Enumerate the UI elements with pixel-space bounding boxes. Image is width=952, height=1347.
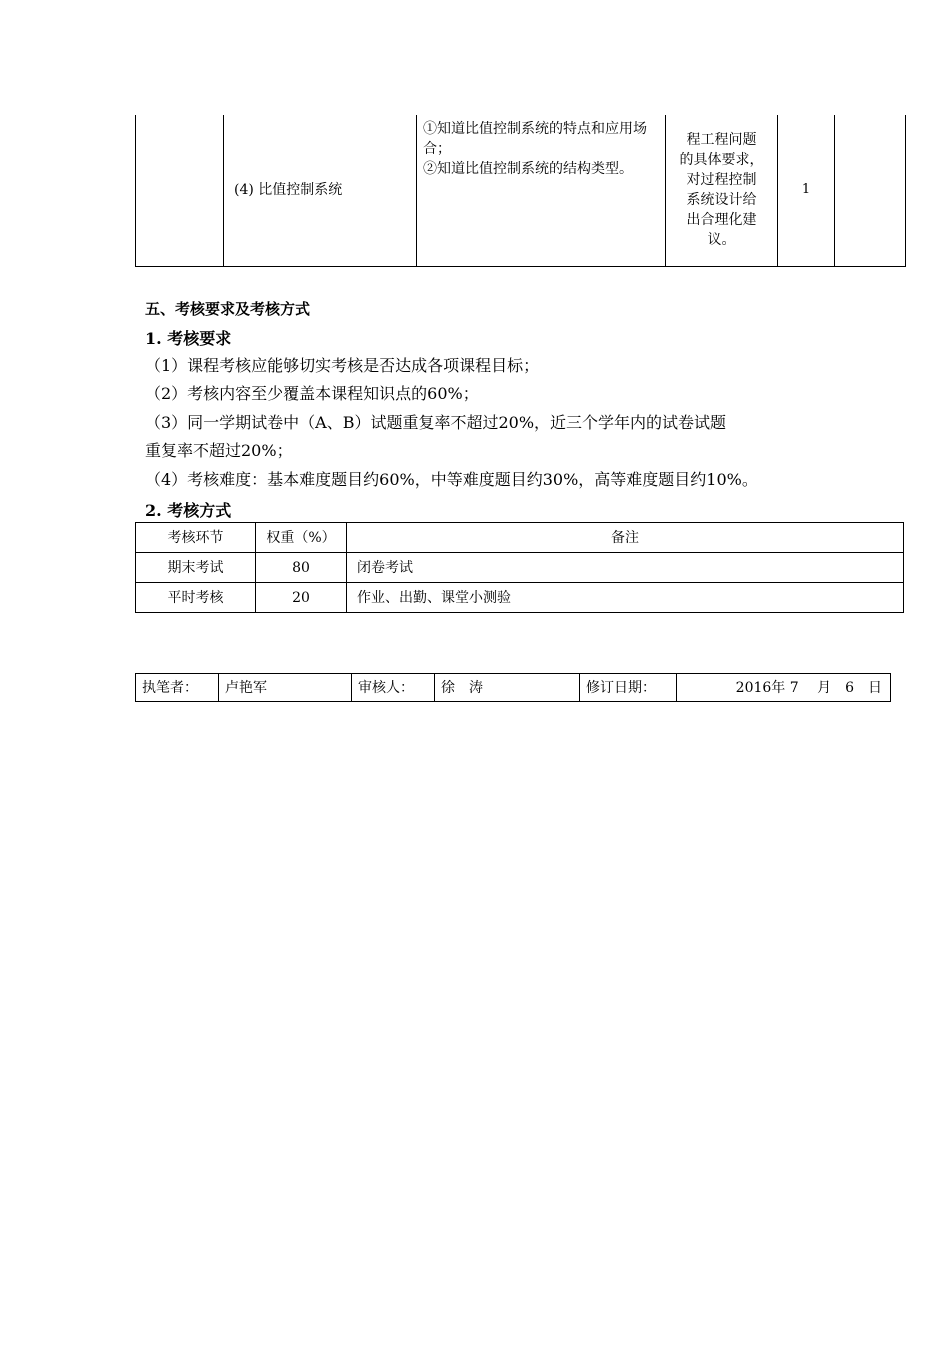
table-header-row: [136, 523, 904, 553]
author-value: 卢艳军: [219, 674, 352, 702]
column-header: 权重（%）: [256, 523, 347, 553]
subheading-method: 2. 考核方式: [145, 501, 232, 520]
table-cell: 作业、出勤、课堂小测验: [347, 583, 904, 613]
requirement-item: （2）考核内容至少覆盖本课程知识点的60%；: [145, 384, 479, 403]
column-header: 考核环节: [136, 523, 256, 553]
empty-cell: [835, 115, 906, 266]
column-header: 备注: [347, 523, 904, 553]
knowledge-points-cell: [417, 115, 666, 266]
reviewer-label: 审核人：: [352, 674, 435, 702]
knowledge-point: ②知道比值控制系统的结构类型。: [423, 161, 633, 177]
section-heading: 五、考核要求及考核方式: [145, 300, 311, 318]
table-row: [136, 583, 904, 613]
requirement-item: （3）同一学期试卷中（A、B）试题重复率不超过20%，近三个学年内的试卷试题: [145, 413, 727, 432]
table-cell: 20: [256, 583, 347, 613]
empty-cell: [136, 115, 224, 266]
author-label: 执笔者：: [136, 674, 219, 702]
requirement-item: 重复率不超过20%；: [145, 441, 293, 460]
signature-table: [135, 673, 891, 702]
assessment-table: [135, 522, 904, 613]
course-content-table: [135, 115, 906, 267]
requirement-item: （4）考核难度：基本难度题目约60%，中等难度题目约30%，高等难度题目约10%。: [145, 470, 758, 489]
section-name-cell: (4) 比值控制系统: [224, 115, 417, 266]
date-value: 2016年 7 月 6 日: [677, 674, 891, 702]
subheading-requirements: 1. 考核要求: [145, 329, 232, 348]
table-row: [136, 674, 891, 702]
table-row: [136, 115, 906, 266]
requirement-item: （1）课程考核应能够切实考核是否达成各项课程目标；: [145, 356, 540, 375]
hours-cell: 1: [778, 115, 835, 266]
table-cell: 期末考试: [136, 553, 256, 583]
table-cell: 80: [256, 553, 347, 583]
date-label: 修订日期：: [580, 674, 677, 702]
table-cell: 平时考核: [136, 583, 256, 613]
table-row: [136, 553, 904, 583]
reviewer-value: 徐 涛: [435, 674, 580, 702]
knowledge-point: ①知道比值控制系统的特点和应用场合；: [423, 121, 647, 157]
table-cell: 闭卷考试: [347, 553, 904, 583]
goal-cell: 程工程问题 的具体要求， 对过程控制 系统设计给 出合理化建 议。: [666, 115, 778, 266]
